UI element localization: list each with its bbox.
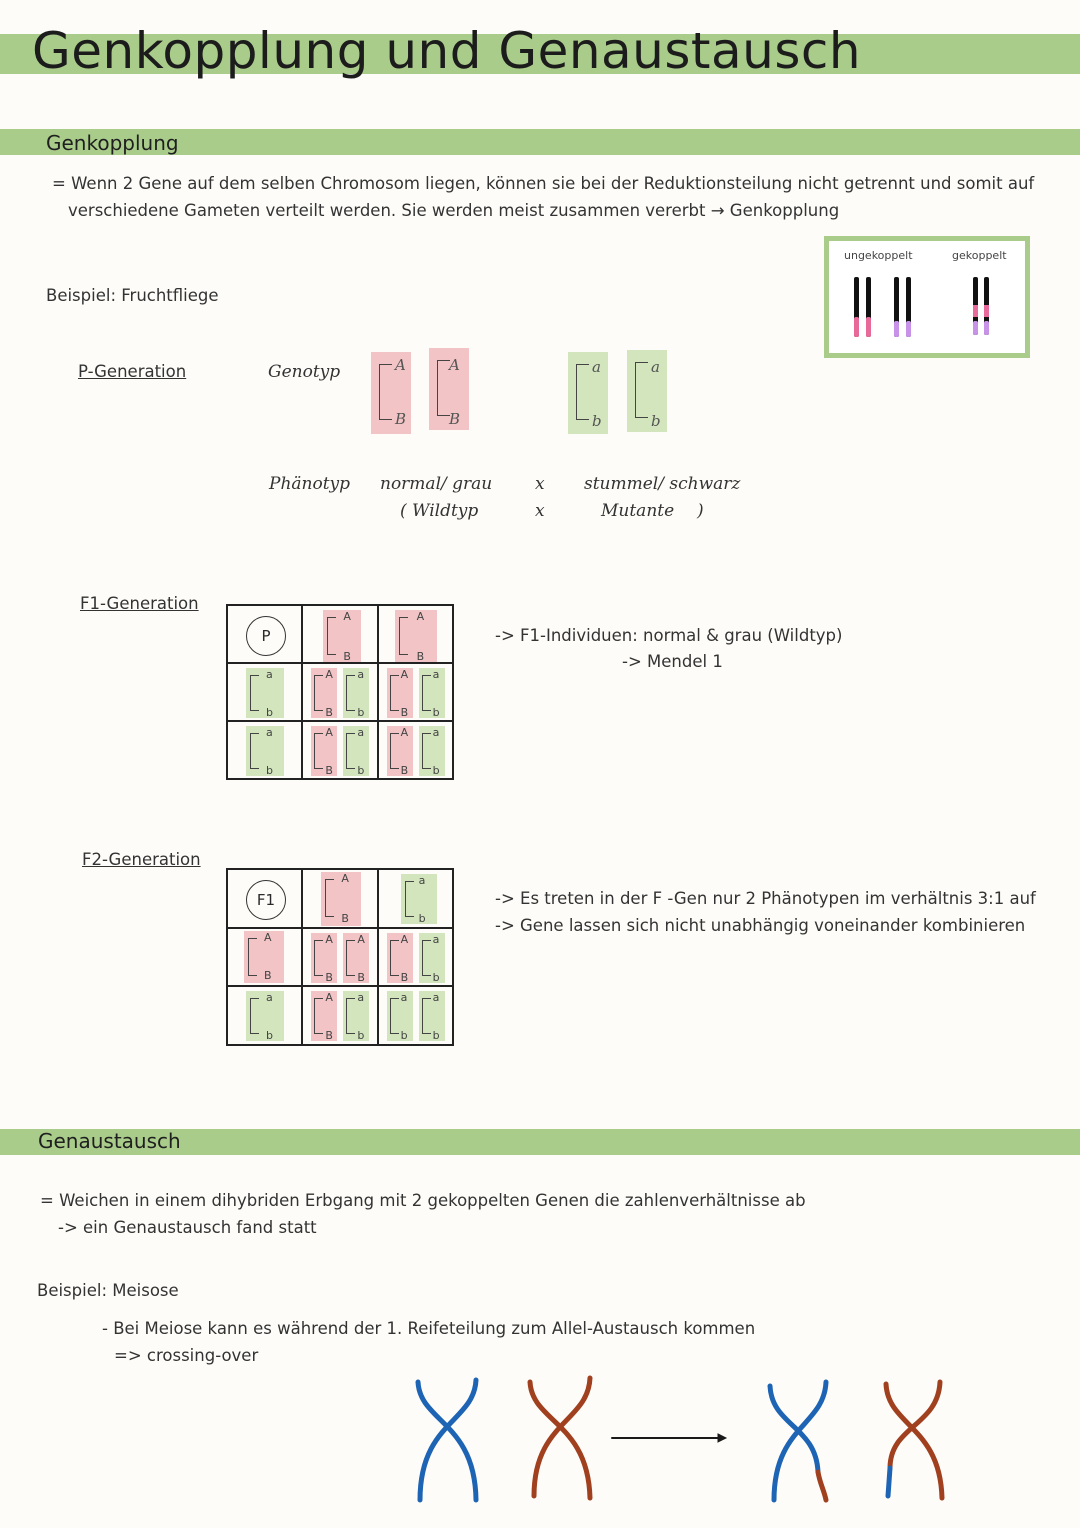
f1-gamete-ab: a b — [246, 668, 284, 718]
f1-corner-parent: P — [246, 616, 286, 656]
f1-punnett-square — [226, 604, 454, 780]
f2-punnett-square — [226, 868, 454, 1046]
f2-gamete-AB: A B — [321, 872, 361, 926]
f2-offspring-AB: A B — [311, 991, 337, 1041]
phenotype-wildtype-1: normal/ grau — [380, 474, 493, 494]
f1-note-2: -> Mendel 1 — [622, 652, 723, 671]
example-fruitfly: Beispiel: Fruchtfliege — [46, 286, 219, 305]
genaustausch-definition-2: -> ein Genaustausch fand statt — [58, 1218, 317, 1237]
definition-line-1: = Wenn 2 Gene auf dem selben Chromosom liegen, können sie bei der Reduktionsteilung nicht getrennt und somit auf — [52, 174, 1035, 193]
f1-offspring-AB: A B — [311, 668, 337, 718]
p-chromosome-AB-1: A B — [371, 352, 411, 434]
f1-offspring-ab: a b — [343, 726, 369, 776]
phenotype-wildtype-2: ( Wildtyp — [400, 501, 479, 521]
f1-gamete-AB: A B — [323, 610, 361, 662]
linkage-legend — [824, 236, 1030, 358]
genotype-label: Genotyp — [268, 362, 341, 382]
phenotype-mutant-2: Mutante — [601, 501, 675, 521]
p-chromosome-AB-2: A B — [429, 348, 469, 430]
definition-line-2: verschiedene Gameten verteilt werden. Sie werden meist zusammen vererbt → Genkopplung — [68, 201, 840, 220]
f2-gamete-ab: a b — [401, 874, 437, 924]
p-generation-label: P-Generation — [78, 362, 187, 381]
f2-offspring-ab: a b — [387, 991, 413, 1041]
chromosome-legend-icon — [829, 269, 1025, 349]
f2-gamete-AB: A B — [244, 931, 284, 983]
f2-gamete-ab: a b — [246, 991, 284, 1041]
f2-corner-parent: F1 — [246, 880, 286, 920]
legend-linked-label: gekoppelt — [952, 249, 1007, 262]
f2-offspring-AB: A B — [387, 933, 413, 983]
cross-symbol-2: x — [535, 501, 545, 521]
f1-gamete-AB: A B — [395, 610, 437, 662]
cross-symbol-1: x — [535, 474, 545, 494]
section-heading-genkopplung: Genkopplung — [46, 131, 179, 155]
f2-offspring-ab: a b — [419, 991, 445, 1041]
crossing-over-diagram — [400, 1372, 960, 1512]
meiosis-line-2: => crossing-over — [114, 1346, 259, 1365]
f2-offspring-ab: a b — [343, 991, 369, 1041]
f2-note-1: -> Es treten in der F -Gen nur 2 Phänotypen im verhältnis 3:1 auf — [495, 889, 1036, 908]
f2-offspring-AB: A B — [343, 933, 369, 983]
f1-note-1: -> F1-Individuen: normal & grau (Wildtyp) — [495, 626, 843, 645]
f1-offspring-AB: A B — [387, 668, 413, 718]
p-chromosome-ab-2: a b — [627, 350, 667, 432]
f1-offspring-AB: A B — [311, 726, 337, 776]
genaustausch-definition-1: = Weichen in einem dihybriden Erbgang mit 2 gekoppelten Genen die zahlenverhältnisse ab — [40, 1191, 806, 1210]
f1-offspring-ab: a b — [419, 668, 445, 718]
p-chromosome-ab-1: a b — [568, 352, 608, 434]
section-heading-genaustausch: Genaustausch — [38, 1129, 181, 1153]
phenotype-mutant-1: stummel/ schwarz — [584, 474, 741, 494]
f2-note-2: -> Gene lassen sich nicht unabhängig voneinander kombinieren — [495, 916, 1026, 935]
phenotype-mutant-paren: ) — [697, 501, 704, 521]
phenotype-label: Phänotyp — [269, 474, 351, 494]
f1-offspring-AB: A B — [387, 726, 413, 776]
legend-unlinked-label: ungekoppelt — [844, 249, 913, 262]
meiosis-line-1: - Bei Meiose kann es während der 1. Reifeteilung zum Allel-Austausch kommen — [102, 1319, 756, 1338]
f2-offspring-ab: a b — [419, 933, 445, 983]
example-meiosis: Beispiel: Meisose — [37, 1281, 179, 1300]
f2-generation-label: F2-Generation — [82, 850, 201, 869]
f1-gamete-ab: a b — [246, 726, 284, 776]
f1-offspring-ab: a b — [343, 668, 369, 718]
f2-offspring-AB: A B — [311, 933, 337, 983]
page-title: Genkopplung und Genaustausch — [32, 22, 862, 80]
f1-offspring-ab: a b — [419, 726, 445, 776]
f1-generation-label: F1-Generation — [80, 594, 199, 613]
